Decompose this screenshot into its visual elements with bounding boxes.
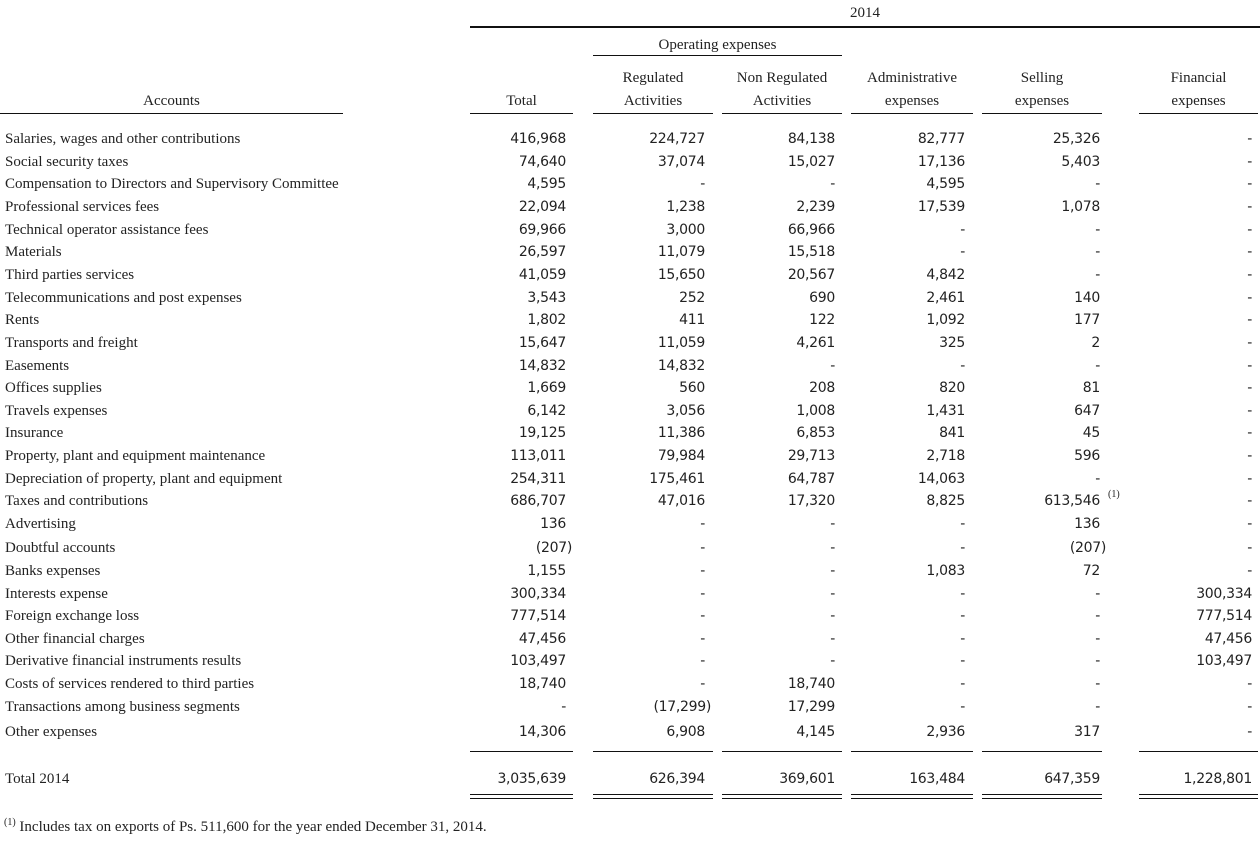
cell-financial: - [1247,402,1252,419]
cell-selling: - [1095,608,1100,625]
cell-administrative: 325 [939,334,965,351]
cell-total: - [561,698,566,715]
total-header: Total [506,93,537,109]
cell-non-regulated: - [830,653,835,670]
cell-total: 74,640 [518,153,566,170]
cell-regulated: 6,908 [666,723,705,740]
row-label: Offices supplies [5,380,102,397]
cell-regulated: (17,299) [653,698,711,715]
non-regulated-subtotal-rule [722,751,842,752]
cell-non-regulated: 2,239 [796,198,835,215]
non-regulated-header-line2: Activities [752,93,812,109]
total-row-label: Total 2014 [5,771,70,787]
financial-header-line1: Financial [1170,70,1227,86]
cell-administrative: - [960,516,965,533]
row-label: Insurance [5,425,64,442]
cell-total: 4,595 [527,176,566,193]
regulated-double-rule [593,794,713,799]
cell-selling: 5,403 [1061,153,1100,170]
financial-rule [1139,113,1258,114]
cell-total: 686,707 [510,493,566,510]
cell-regulated: - [700,608,705,625]
cell-non-regulated: - [830,540,835,557]
cell-selling: - [1095,357,1100,374]
cell-regulated: - [700,653,705,670]
cell-financial: - [1247,334,1252,351]
non-regulated-double-rule [722,794,842,799]
cell-financial: - [1247,493,1252,510]
cell-financial: - [1247,676,1252,693]
cell-selling: - [1095,676,1100,693]
cell-regulated: 15,650 [657,266,705,283]
cell-selling: (207) [1069,540,1106,557]
cell-non-regulated: - [830,357,835,374]
cell-selling: - [1095,630,1100,647]
row-label: Banks expenses [5,562,101,579]
cell-non-regulated: 15,027 [787,153,835,170]
cell-total: 254,311 [510,470,566,487]
cell-financial: 103,497 [1196,653,1252,670]
cell-total: 1,669 [527,380,566,397]
cell-financial: - [1247,289,1252,306]
cell-non-regulated: - [830,516,835,533]
cell-total: 416,968 [510,131,566,147]
row-label: Transports and freight [5,334,138,351]
cell-selling: 136 [1074,516,1100,533]
row-label: Derivative financial instruments results [5,653,242,670]
cell-regulated: - [700,516,705,533]
selling-header-line1: Selling [1020,70,1064,86]
cell-financial: - [1247,266,1252,283]
cell-financial: - [1247,425,1252,442]
cell-non-regulated: - [830,630,835,647]
total-row-total: 3,035,639 [497,771,566,787]
row-label: Third parties services [5,266,135,283]
cell-administrative: - [960,676,965,693]
cell-non-regulated: 66,966 [787,221,835,238]
non-regulated-header [722,67,842,113]
non-regulated-rule [722,113,842,114]
cell-regulated: 252 [679,289,705,306]
total-row-administrative: 163,484 [909,771,965,787]
cell-total: 19,125 [518,425,566,442]
cell-administrative: - [960,698,965,715]
non-regulated-header-line1: Non Regulated [736,70,828,86]
cell-total: 22,094 [518,198,566,215]
cell-financial: - [1247,176,1252,193]
cell-administrative: - [960,653,965,670]
cell-non-regulated: 64,787 [787,470,835,487]
cell-non-regulated: 18,740 [787,676,835,693]
cell-selling: - [1095,176,1100,193]
cell-selling: 613,546 [1044,493,1100,510]
operating-expenses-rule [593,55,842,56]
cell-total: 6,142 [527,402,566,419]
cell-financial: - [1247,357,1252,374]
cell-regulated: 3,000 [666,221,705,238]
cell-non-regulated: 208 [809,380,835,397]
cell-regulated: 14,832 [657,357,705,374]
row-label: Interests expense [5,585,108,602]
cell-selling: 177 [1074,312,1100,329]
cell-regulated: - [700,630,705,647]
regulated-header [593,67,713,113]
cell-total: 3,543 [527,289,566,306]
cell-administrative: - [960,221,965,238]
cell-financial: - [1247,380,1252,397]
cell-total: 777,514 [510,608,566,625]
cell-selling: 72 [1082,562,1100,579]
financial-header [1139,67,1258,113]
row-label: Advertising [5,516,76,533]
row-label: Foreign exchange loss [5,608,140,625]
cell-non-regulated: 15,518 [787,244,835,261]
cell-regulated: - [700,585,705,602]
cell-regulated: 411 [679,312,705,329]
row-label: Property, plant and equipment maintenance [5,448,266,465]
cell-administrative: 4,842 [926,266,965,283]
administrative-header-line2: expenses [884,93,940,109]
cell-regulated: 1,238 [666,198,705,215]
administrative-subtotal-rule [851,751,973,752]
cell-selling: - [1095,266,1100,283]
cell-non-regulated: - [830,585,835,602]
selling-header-line2: expenses [1014,93,1070,109]
total-row-selling: 647,359 [1044,771,1100,787]
cell-selling: 1,078 [1061,198,1100,215]
cell-financial: - [1247,198,1252,215]
cell-selling: - [1095,244,1100,261]
cell-total: 41,059 [518,266,566,283]
cell-non-regulated: - [830,608,835,625]
footnote [4,817,487,836]
row-label: Rents [5,312,40,329]
footnote-marker: (1) [4,817,16,828]
cell-non-regulated: 29,713 [787,448,835,465]
financial-subtotal-rule [1139,751,1258,752]
year-rule [470,26,1260,28]
financial-header-line2: expenses [1171,93,1226,109]
cell-administrative: - [960,585,965,602]
cell-administrative: 841 [939,425,965,442]
row-label: Taxes and contributions [5,493,149,510]
cell-selling: 596 [1074,448,1100,465]
cell-financial: 47,456 [1204,630,1252,647]
row-label: Technical operator assistance fees [5,221,209,238]
cell-financial: 777,514 [1196,608,1252,625]
row-label: Travels expenses [5,402,108,419]
cell-selling: 81 [1082,380,1100,397]
cell-administrative: 2,936 [926,723,965,740]
row-label: Costs of services rendered to third parties [5,676,255,693]
total-double-rule [470,794,573,799]
row-label: Doubtful accounts [5,540,116,557]
cell-administrative: 17,136 [917,153,965,170]
total-row-regulated: 626,394 [649,771,705,787]
selling-header [982,67,1102,113]
regulated-rule [593,113,713,114]
row-label: Transactions among business segments [5,698,240,715]
row-label: Materials [5,244,62,261]
cell-total: 14,832 [518,357,566,374]
total-row-non-regulated: 369,601 [779,771,835,787]
cell-regulated: - [700,676,705,693]
total-rule [470,113,573,114]
cell-regulated: 47,016 [657,493,705,510]
regulated-subtotal-rule [593,751,713,752]
selling-double-rule [982,794,1102,799]
selling-rule [982,113,1102,114]
cell-total: 69,966 [518,221,566,238]
cell-financial: - [1247,153,1252,170]
cell-total: 136 [540,516,566,533]
cell-total: 1,155 [527,562,566,579]
cell-total: 103,497 [510,653,566,670]
cell-selling: 647 [1074,402,1100,419]
cell-total: 14,306 [518,723,566,740]
cell-selling: - [1095,585,1100,602]
cell-administrative: 2,461 [926,289,965,306]
cell-financial: - [1247,540,1252,557]
cell-selling: 2 [1091,334,1100,351]
cell-administrative: - [960,357,965,374]
cell-regulated: 175,461 [649,470,705,487]
cell-regulated: - [700,540,705,557]
cell-selling: 45 [1082,425,1100,442]
cell-administrative: 4,595 [926,176,965,193]
cell-financial: 300,334 [1196,585,1252,602]
total-subtotal-rule [470,751,573,752]
cell-non-regulated: 690 [809,289,835,306]
operating-expenses-header: Operating expenses [658,37,777,53]
cell-regulated: - [700,176,705,193]
cell-administrative: 1,431 [926,402,965,419]
cell-total: 1,802 [527,312,566,329]
cell-selling: - [1095,470,1100,487]
financial-double-rule [1139,794,1258,799]
cell-financial: - [1247,470,1252,487]
cell-non-regulated: 17,299 [787,698,835,715]
cell-total: 15,647 [518,334,566,351]
row-label: Compensation to Directors and Supervisory Committee [5,176,339,193]
cell-financial: - [1247,244,1252,261]
cell-administrative: 14,063 [917,470,965,487]
regulated-header-line2: Activities [623,93,683,109]
cell-non-regulated: 20,567 [787,266,835,283]
cell-financial: - [1247,562,1252,579]
row-label: Telecommunications and post expenses [5,289,242,306]
row-label: Other expenses [5,723,98,740]
year-header: 2014 [850,5,880,21]
cell-administrative: 17,539 [917,198,965,215]
cell-non-regulated: 1,008 [796,402,835,419]
cell-regulated: 11,386 [657,425,705,442]
cell-financial: - [1247,448,1252,465]
cell-selling: - [1095,698,1100,715]
cell-administrative: 1,083 [926,562,965,579]
cell-regulated: 37,074 [657,153,705,170]
cell-financial: - [1247,516,1252,533]
cell-total: 26,597 [518,244,566,261]
cell-financial: - [1247,698,1252,715]
accounts-header: Accounts [143,93,200,109]
cell-administrative: - [960,630,965,647]
administrative-rule [851,113,973,114]
cell-non-regulated: - [830,176,835,193]
row-label: Professional services fees [5,198,160,215]
cell-regulated: 79,984 [657,448,705,465]
cell-non-regulated: 17,320 [787,493,835,510]
cell-regulated: 560 [679,380,705,397]
regulated-header-line1: Regulated [622,70,684,86]
cell-non-regulated: 6,853 [796,425,835,442]
cell-non-regulated: 122 [809,312,835,329]
total-row-financial: 1,228,801 [1183,771,1252,787]
cell-total: 113,011 [510,448,566,465]
cell-administrative: - [960,244,965,261]
cell-administrative: - [960,540,965,557]
cell-financial: - [1247,221,1252,238]
cell-non-regulated: 4,261 [796,334,835,351]
cell-non-regulated: 84,138 [787,131,835,147]
footnote-text: Includes tax on exports of Ps. 511,600 for the year ended December 31, 2014. [19,819,487,835]
administrative-header-line1: Administrative [867,70,957,86]
cell-regulated: 11,079 [657,244,705,261]
footnote-reference: (1) [1108,489,1120,501]
cell-non-regulated: - [830,562,835,579]
cell-administrative: 2,718 [926,448,965,465]
accounts-rule [0,113,343,114]
row-label: Other financial charges [5,630,145,647]
cell-total: (207) [535,540,572,557]
row-label: Depreciation of property, plant and equipment [5,470,283,487]
cell-financial: - [1247,723,1252,740]
cell-administrative: 1,092 [926,312,965,329]
cell-selling: 317 [1074,723,1100,740]
row-label: Easements [5,357,70,374]
cell-non-regulated: 4,145 [796,723,835,740]
cell-total: 47,456 [518,630,566,647]
cell-administrative: 8,825 [926,493,965,510]
cell-total: 18,740 [518,676,566,693]
cell-total: 300,334 [510,585,566,602]
cell-regulated: 224,727 [649,131,705,147]
cell-regulated: 11,059 [657,334,705,351]
selling-subtotal-rule [982,751,1102,752]
cell-administrative: 820 [939,380,965,397]
cell-administrative: - [960,608,965,625]
row-label: Salaries, wages and other contributions [5,131,241,147]
cell-financial: - [1247,131,1252,147]
administrative-header [851,67,973,113]
cell-selling: - [1095,221,1100,238]
cell-selling: 140 [1074,289,1100,306]
cell-selling: 25,326 [1052,131,1100,147]
cell-administrative: 82,777 [917,131,965,147]
cell-regulated: 3,056 [666,402,705,419]
cell-regulated: - [700,562,705,579]
row-label: Social security taxes [5,153,129,170]
cell-financial: - [1247,312,1252,329]
administrative-double-rule [851,794,973,799]
cell-selling: - [1095,653,1100,670]
